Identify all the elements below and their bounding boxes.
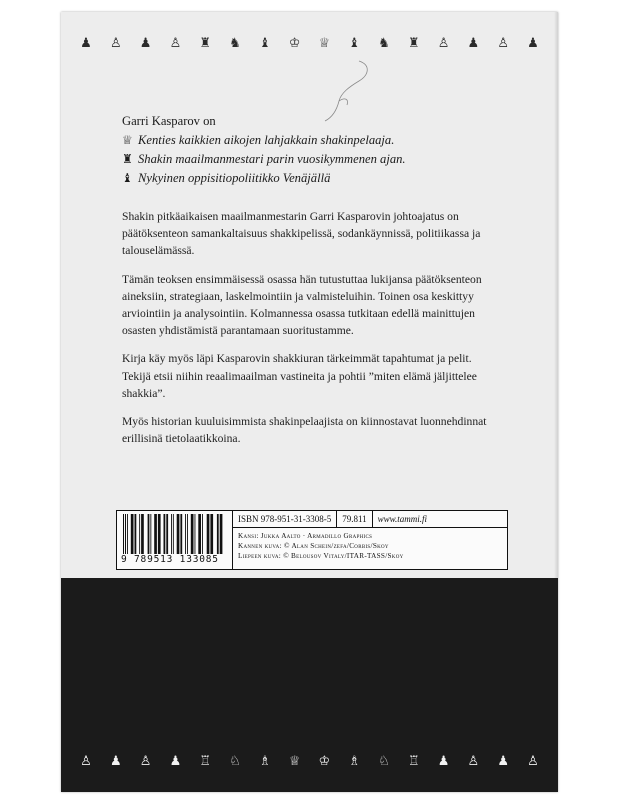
barcode-bar xyxy=(141,514,144,554)
intro-block xyxy=(122,112,406,188)
isbn-row xyxy=(233,511,507,528)
chess-piece-icon: ♘ xyxy=(378,754,390,769)
queen-icon: ♕ xyxy=(122,133,133,147)
paragraph: Shakin pitkäaikaisen maailmanmestarin Garri Kasparovin johtoajatus on päätöksenteon samankaltaisuus shakkipelissä, sodankäynnissä, politiikassa ja talouselämässä. xyxy=(122,210,481,258)
chess-piece-icon: ♗ xyxy=(348,754,360,769)
barcode-bar xyxy=(158,514,161,554)
barcode-bar xyxy=(177,514,180,554)
chess-piece-icon: ♟ xyxy=(437,754,450,769)
barcode-bar xyxy=(164,514,166,554)
barcode-bar xyxy=(154,514,157,554)
chess-piece-icon: ♗ xyxy=(258,754,271,769)
paragraph: Kirja käy myös läpi Kasparovin shakkiuran tärkeimmät tapahtumat ja pelit. Tekijä etsii niihin reaalimaailman vastineita ja pohtii ”miten elämä jäljittelee shakkia”. xyxy=(122,352,477,400)
barcode-bar xyxy=(171,514,172,554)
chess-piece-icon: ♕ xyxy=(288,754,301,769)
barcode-bar xyxy=(207,514,210,554)
chess-piece-icon: ♜ xyxy=(199,36,212,51)
chess-piece-icon: ♟ xyxy=(169,754,182,769)
intro-line-text: Shakin maailmanmestari parin vuosikymmenen ajan. xyxy=(138,152,406,166)
barcode-bar xyxy=(127,514,128,554)
barcode-bar xyxy=(148,514,150,554)
isbn-label: ISBN 978-951-31-3308-5 xyxy=(233,511,337,527)
rook-icon: ♜ xyxy=(122,152,133,166)
barcode-bar xyxy=(220,514,223,554)
cover-credits xyxy=(233,528,507,564)
barcode-bar xyxy=(131,514,134,554)
top-chess-piece-row xyxy=(79,37,540,51)
credit-line: Kannen kuva: © Alan Schein/zefa/Corbis/Skoy xyxy=(238,542,389,550)
barcode-bar xyxy=(125,514,126,554)
intro-lead: Garri Kasparov on xyxy=(122,114,216,128)
chess-piece-icon: ♟ xyxy=(497,754,509,769)
chess-piece-icon: ♟ xyxy=(527,36,539,51)
chess-piece-icon: ♙ xyxy=(80,754,92,769)
chess-piece-icon: ♙ xyxy=(467,754,480,769)
publisher-url: www.tammi.fi xyxy=(377,514,428,524)
chess-piece-icon: ♟ xyxy=(80,36,92,51)
barcode-digits: 9 789513 133085 xyxy=(121,554,219,565)
chess-piece-icon: ♟ xyxy=(467,36,480,51)
barcode-bar xyxy=(210,514,213,554)
paragraph: Tämän teoksen ensimmäisessä osassa hän tutustuttaa lukijansa päätöksenteon aineksiin, strategiaan, laskelmointiin ja valmisteluihin. Toinen osa keskittyy arviointiin ja analysointiin. Kolmannessa osassa tutkitaan edellä mainittujen osasten yhdistämistä parantamaan suoritustamme. xyxy=(122,272,482,338)
barcode-bar xyxy=(185,514,186,554)
chess-piece-icon: ♙ xyxy=(139,754,152,769)
bottom-chess-piece-row xyxy=(79,755,540,769)
publication-info xyxy=(233,511,507,569)
chess-piece-icon: ♟ xyxy=(109,754,122,769)
book-back-cover xyxy=(61,12,558,792)
paragraph: Myös historian kuuluisimmista shakinpelaajista on kiinnostavat luonnehdinnat erillisinä tietolaatikkoina. xyxy=(122,415,487,446)
classification-code: 79.811 xyxy=(337,511,372,527)
chess-piece-icon: ♙ xyxy=(497,36,509,51)
chess-piece-icon: ♙ xyxy=(169,36,182,51)
bishop-icon: ♝ xyxy=(122,171,133,185)
description-text xyxy=(122,208,502,458)
chess-piece-icon: ♙ xyxy=(109,36,122,51)
barcode-bar xyxy=(198,514,201,554)
intro-line-text: Kenties kaikkien aikojen lahjakkain shakinpelaaja. xyxy=(138,133,395,147)
chess-piece-icon: ♜ xyxy=(407,36,420,51)
barcode-bars xyxy=(121,514,229,554)
intro-line-1 xyxy=(122,131,406,150)
chess-piece-icon: ♖ xyxy=(407,754,420,769)
chess-piece-icon: ♟ xyxy=(139,36,152,51)
chess-piece-icon: ♕ xyxy=(318,36,331,51)
barcode-bar xyxy=(173,514,174,554)
credit-line: Kansi: Jukka Aalto · Armadillo Graphics xyxy=(238,532,373,540)
chess-piece-icon: ♞ xyxy=(378,36,390,51)
chess-piece-icon: ♘ xyxy=(229,754,241,769)
barcode-bar xyxy=(191,514,194,554)
chess-piece-icon: ♔ xyxy=(288,36,301,51)
barcode-bar xyxy=(139,514,140,554)
barcode-bar xyxy=(135,514,137,554)
credit-line: Liepeen kuva: © Belousov Vitaly/ITAR-TASS/Skoy xyxy=(238,552,404,560)
intro-line-3 xyxy=(122,169,406,188)
barcode-bar xyxy=(123,514,124,554)
chess-piece-icon: ♖ xyxy=(199,754,212,769)
barcode-bar xyxy=(180,514,182,554)
barcode-bar xyxy=(187,514,188,554)
intro-line-2 xyxy=(122,150,406,169)
barcode-bar xyxy=(217,514,219,554)
chess-piece-icon: ♝ xyxy=(348,36,360,51)
chess-piece-icon: ♙ xyxy=(437,36,450,51)
barcode-box xyxy=(116,510,508,570)
intro-line-text: Nykyinen oppisitiopoliitikko Venäjällä xyxy=(138,171,331,185)
barcode xyxy=(117,511,233,569)
chess-piece-icon: ♝ xyxy=(258,36,271,51)
barcode-bar xyxy=(166,514,168,554)
chess-piece-icon: ♙ xyxy=(527,754,539,769)
chess-piece-icon: ♔ xyxy=(318,754,331,769)
chess-piece-icon: ♞ xyxy=(229,36,241,51)
barcode-bar xyxy=(195,514,196,554)
barcode-bar xyxy=(202,514,203,554)
barcode-bar xyxy=(150,514,151,554)
